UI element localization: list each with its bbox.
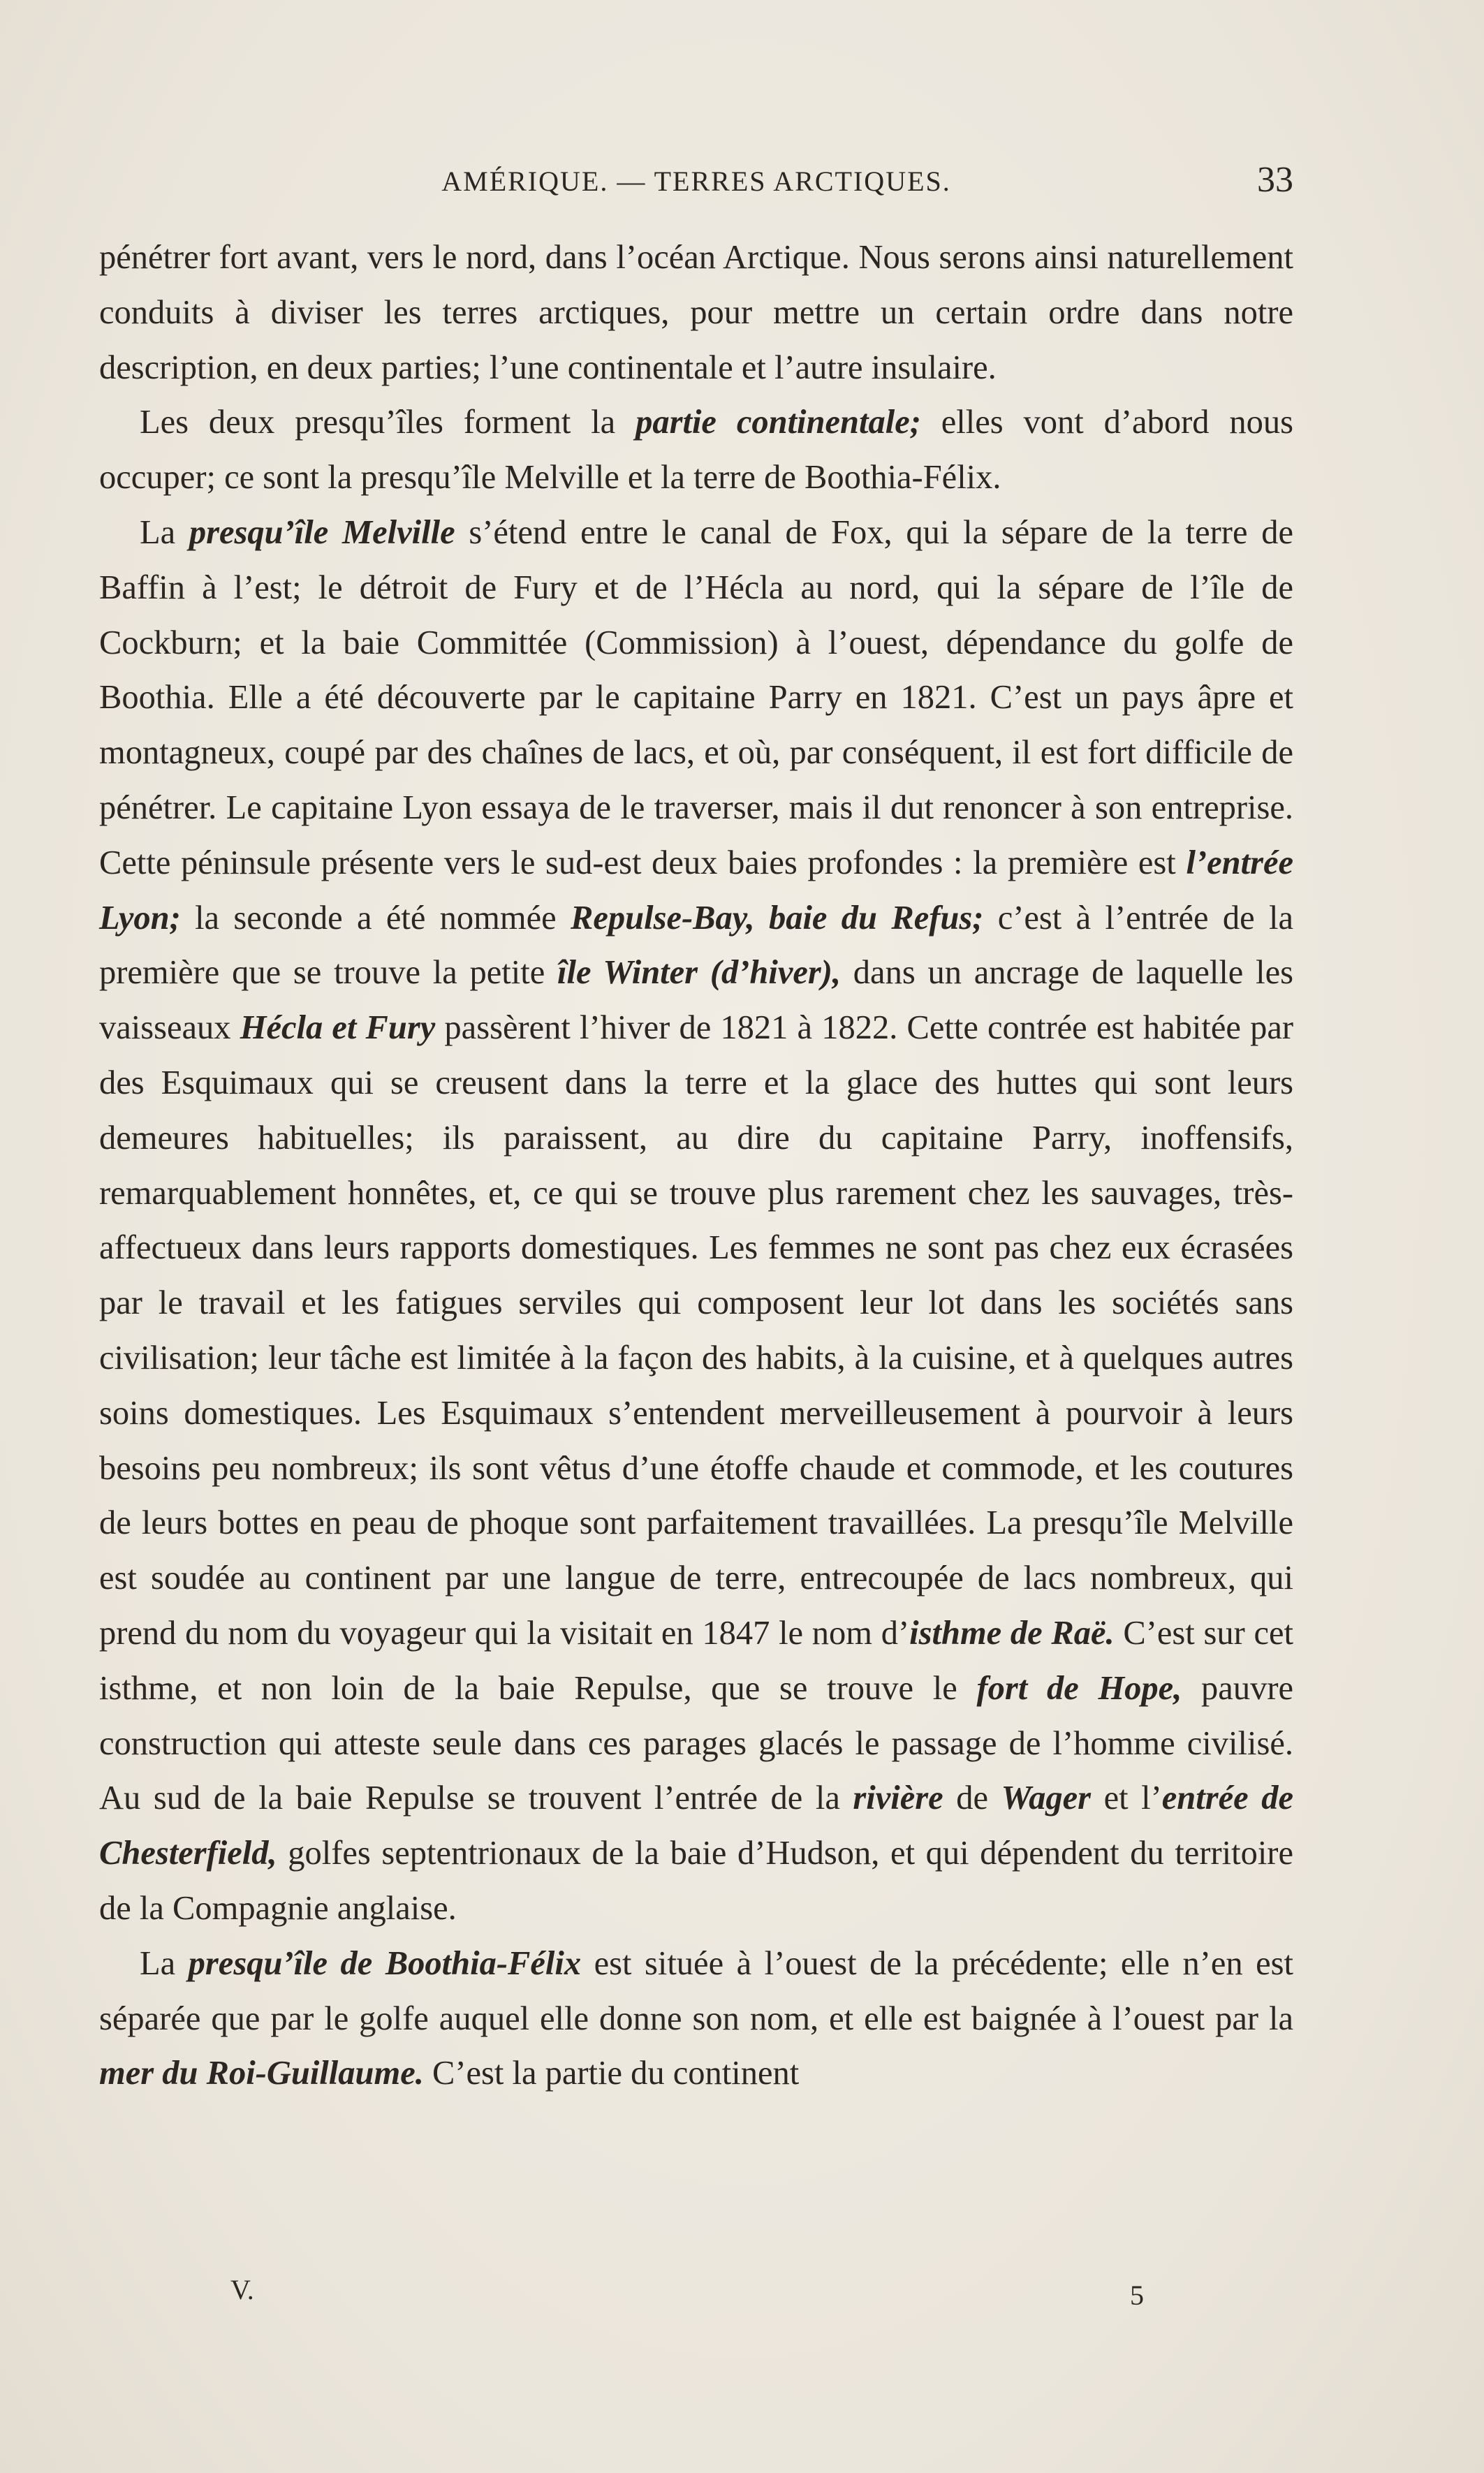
- text-run: C’est la partie du continent: [423, 2055, 800, 2092]
- text-run: la seconde a été nommée: [180, 899, 571, 937]
- text-run: passèrent l’hiver de 1821 à 1822. Cette contrée est habitée par des Esquimaux qui se creusent dans la terre et la glace des huttes qui sont leurs demeures habituelles; ils paraissent, au dire du capitaine Parry, inoffensifs, remarquablement honnêtes, et, ce qui se trouve plus rarement chez les sauvages, très-affectueux dans leurs rapports domestiques. Les femmes ne sont pas chez eux écrasées par le travail et les fatigues serviles qui composent leur lot dans les sociétés sans civilisation; leur tâche est limitée à la façon des habits, à la cuisine, et à quelques autres soins domestiques. Les Esquimaux s’entendent merveilleusement à pourvoir à leurs besoins peu nombreux; ils sont vêtus d’une étoffe chaude et commode, et les coutures de leurs bottes en peau de phoque sont parfaitement travaillées. La presqu’île Melville est soudée au continent par une langue de terre, entrecoupée de lacs nombreux, qui prend du nom du voyageur qui la visitait en 1847 le nom d’: [99, 1009, 1293, 1652]
- text-run: La: [140, 513, 189, 551]
- text-run: de: [943, 1779, 1001, 1817]
- page-footer: [99, 2273, 1293, 2322]
- signature-number: 5: [1130, 2280, 1144, 2311]
- body-text: [99, 230, 1293, 2101]
- italic-term: presqu’île Melville: [189, 513, 455, 551]
- text-run: et l’: [1091, 1779, 1162, 1817]
- italic-term: Hécla et Fury: [240, 1009, 436, 1047]
- italic-term: presqu’île de Boothia-Félix: [188, 1944, 582, 1982]
- text-run: est située à l’ouest de la précédente; elle n’en est séparée que par le golfe auquel elle donne son nom, et elle est baignée à l’ouest par la: [99, 1944, 1294, 2037]
- text-run: c’est à l’entrée de la première que se trouve la petite: [99, 899, 1293, 992]
- paragraph: [99, 230, 1293, 395]
- italic-term: île Winter (d’hiver),: [557, 954, 842, 992]
- text-run: pauvre construction qui atteste seule dans ces parages glacés le passage de l’homme civilisé. Au sud de la baie Repulse se trouvent l’entrée de la: [99, 1669, 1293, 1817]
- italic-term: mer du Roi-Guillaume.: [99, 2055, 424, 2092]
- page-number: 33: [1257, 160, 1293, 200]
- signature-mark: V.: [230, 2274, 254, 2305]
- text-run: golfes septentrionaux de la baie d’Hudson, et qui dépendent du territoire de la Compagnie anglaise.: [99, 1835, 1293, 1927]
- page-header: [99, 159, 1293, 208]
- text-run: Les deux presqu’îles forment la: [140, 404, 636, 441]
- running-head: AMÉRIQUE. — TERRES ARCTIQUES.: [441, 166, 951, 197]
- italic-term: fort de Hope,: [976, 1669, 1182, 1707]
- italic-term: entrée de Chesterfield,: [99, 1779, 1293, 1872]
- text-run: C’est sur cet isthme, et non loin de la baie Repulse, que se trouve le: [99, 1614, 1293, 1707]
- text-run: s’étend entre le canal de Fox, qui la sépare de la terre de Baffin à l’est; le détroit de Fury et de l’Hécla au nord, qui la sépare de l’île de Cockburn; et la baie Committée (Commission) à l’ouest, dépendance du golfe de Boothia. Elle a été découverte par le capitaine Parry en 1821. C’est un pays âpre et montagneux, coupé par des chaînes de lacs, et où, par conséquent, il est fort difficile de pénétrer. Le capitaine Lyon essaya de le traverser, mais il dut renoncer à son entreprise. Cette péninsule présente vers le sud-est deux baies profondes : la première est: [99, 513, 1293, 881]
- text-run: La: [140, 1944, 189, 1982]
- italic-term: isthme de Raë.: [909, 1614, 1115, 1652]
- text-run: dans un ancrage de laquelle les vaisseaux: [99, 954, 1293, 1047]
- paragraph: [99, 1937, 1293, 2101]
- italic-term: rivière: [853, 1779, 943, 1817]
- italic-term: partie continentale;: [636, 404, 921, 441]
- text-run: pénétrer fort avant, vers le nord, dans l’océan Arctique. Nous serons ainsi naturellement conduits à diviser les terres arctiques, pour mettre un certain ordre dans notre description, en deux parties; l’une continentale et l’autre insulaire.: [99, 239, 1293, 386]
- italic-term: Wager: [1001, 1779, 1092, 1817]
- paragraph: [99, 395, 1293, 506]
- text-run: elles vont d’abord nous occuper; ce sont la presqu’île Melville et la terre de Boothia-Félix.: [99, 404, 1294, 497]
- italic-term: l’entrée Lyon;: [99, 844, 1293, 937]
- paragraph: [99, 506, 1293, 1937]
- italic-term: Repulse-Bay, baie du Refus;: [571, 899, 984, 937]
